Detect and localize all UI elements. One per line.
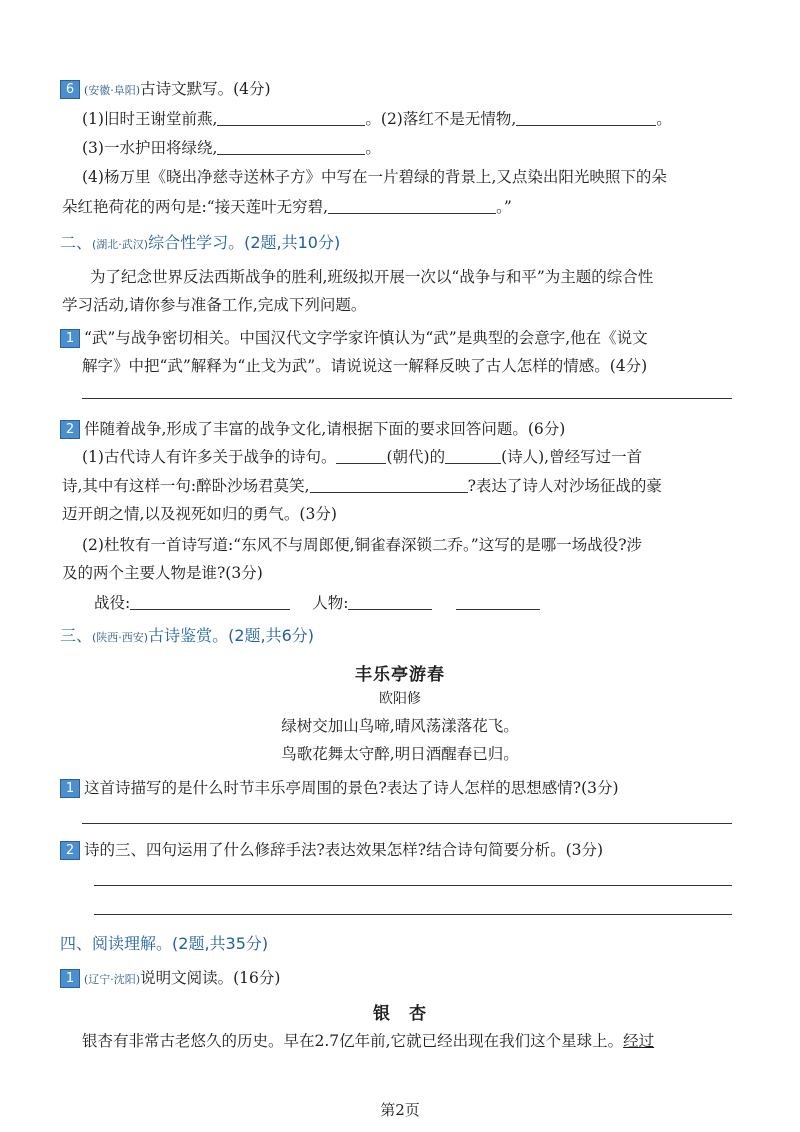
answer-line[interactable]	[94, 885, 732, 886]
answer-blank[interactable]	[310, 476, 468, 493]
answer-blank[interactable]	[217, 109, 365, 126]
item-text: ?表达了诗人对沙场征战的豪	[467, 477, 662, 495]
item-text: 。	[365, 139, 381, 157]
person-blank-1[interactable]	[348, 593, 432, 610]
source-tag: (安徽·阜阳)	[84, 84, 141, 97]
question-number-badge: 1	[60, 969, 80, 988]
answer-blank[interactable]	[516, 109, 656, 126]
poem-line-1: 绿树交加山鸟啼,晴风荡漾落花飞。	[281, 717, 519, 735]
question-number-badge: 1	[60, 779, 80, 798]
question-number-badge: 2	[60, 841, 80, 860]
q6-item1	[82, 108, 672, 130]
section-title: 综合性学习。(2题,共10分)	[148, 233, 341, 252]
section-label: 二、	[60, 233, 93, 252]
battle-label: 战役:	[94, 594, 131, 612]
answer-blank[interactable]	[328, 197, 496, 214]
item-text: 诗,其中有这样一句:醉卧沙场君莫笑,	[62, 477, 310, 495]
s3-q2	[60, 839, 603, 861]
s2-q2-2-line2: 及的两个主要人物是谁?(3分)	[62, 564, 263, 582]
q6-item3	[82, 137, 381, 159]
question-text: 说明文阅读。(16分)	[140, 969, 281, 987]
section-2-intro-1: 为了纪念世界反法西斯战争的胜利,班级拟开展一次以“战争与和平”为主题的综合性	[90, 268, 654, 286]
answer-blank[interactable]	[445, 447, 501, 464]
item-text: 。”	[496, 198, 512, 216]
item-text: (诗人),曾经写过一首	[501, 448, 643, 466]
s2-q2-2-line1: (2)杜牧有一首诗写道:“东风不与周郎便,铜雀春深锁二乔。”这写的是哪一场战役?涉	[82, 536, 643, 554]
s3-q1	[60, 777, 619, 799]
battle-blank[interactable]	[130, 593, 290, 610]
section-label: 三、	[60, 626, 93, 645]
section-4-heading	[60, 933, 268, 955]
answer-blank[interactable]	[217, 138, 365, 155]
article-text: 银杏有非常古老悠久的历史。早在2.7亿年前,它就已经出现在我们这个星球上。	[82, 1032, 624, 1050]
section-label: 四、	[60, 934, 93, 953]
q6-header	[60, 78, 271, 102]
s2-q2-1-line3: 迈开朗之情,以及视死如归的勇气。(3分)	[62, 505, 337, 523]
section-2-heading	[60, 232, 340, 256]
item-text: 。(2)落红不是无情物,	[365, 110, 517, 128]
article-line-1	[82, 1030, 654, 1052]
source-tag: (陕西·西安)	[92, 631, 149, 644]
poem-line-2: 鸟歌花舞太守醉,明日酒醒春已归。	[281, 745, 519, 763]
q6-item4-cont	[62, 196, 512, 218]
s4-q1	[60, 967, 280, 991]
s2-q2-1-line1	[82, 446, 642, 468]
question-text: 诗的三、四句运用了什么修辞手法?表达效果怎样?结合诗句简要分析。(3分)	[84, 841, 604, 859]
section-title: 古诗鉴赏。(2题,共6分)	[148, 626, 315, 645]
s2-q1-line2: 解字》中把“武”解释为“止戈为武”。请说说这一解释反映了古人怎样的情感。(4分)	[82, 357, 648, 375]
page-number: 第2页	[380, 1101, 420, 1119]
source-tag: (辽宁·沈阳)	[84, 973, 141, 986]
q6-item4: (4)杨万里《晓出净慈寺送林子方》中写在一片碧绿的背景上,又点染出阳光映照下的朵	[82, 168, 667, 186]
question-number-badge: 1	[60, 329, 80, 348]
person-blank-2[interactable]	[456, 593, 540, 610]
answer-blank[interactable]	[336, 447, 386, 464]
s2-q2-1-line2	[62, 475, 662, 497]
person-label: 人物:	[312, 594, 349, 612]
question-text: 这首诗描写的是什么时节丰乐亭周围的景色?表达了诗人怎样的思想感情?(3分)	[84, 779, 619, 797]
s2-q2-stem	[60, 418, 565, 440]
question-stem: 古诗文默写。(4分)	[140, 80, 271, 98]
section-2-intro-2: 学习活动,请你参与准备工作,完成下列问题。	[62, 296, 367, 314]
section-title: 阅读理解。(2题,共35分)	[92, 934, 269, 953]
question-text: 伴随着战争,形成了丰富的战争文化,请根据下面的要求回答问题。(6分)	[84, 420, 566, 438]
item-text: (3)一水护田将绿绕,	[82, 139, 218, 157]
item-text: (1)旧时王谢堂前燕,	[82, 110, 218, 128]
answer-line[interactable]	[94, 914, 732, 915]
s2-q1-line1	[60, 327, 648, 349]
item-text: 朵红艳荷花的两句是:“接天莲叶无穷碧,	[62, 198, 329, 216]
poem-author: 欧阳修	[379, 691, 421, 707]
item-text: 。	[656, 110, 672, 128]
item-text: (1)古代诗人有许多关于战争的诗句。	[82, 448, 337, 466]
item-text: (朝代)的	[386, 448, 446, 466]
s2-answer-row	[94, 592, 540, 614]
answer-line[interactable]	[82, 398, 732, 399]
source-tag: (湖北·武汉)	[92, 238, 149, 251]
poem-title: 丰乐亭游春	[355, 665, 445, 685]
question-number-badge: 6	[60, 80, 80, 99]
article-underlined-text: 经过	[623, 1032, 655, 1050]
article-title: 银 杏	[373, 1004, 427, 1024]
question-text: “武”与战争密切相关。中国汉代文字学家许慎认为“武”是典型的会意字,他在《说文	[84, 329, 648, 347]
section-3-heading	[60, 625, 314, 649]
answer-line[interactable]	[82, 823, 732, 824]
question-number-badge: 2	[60, 420, 80, 439]
